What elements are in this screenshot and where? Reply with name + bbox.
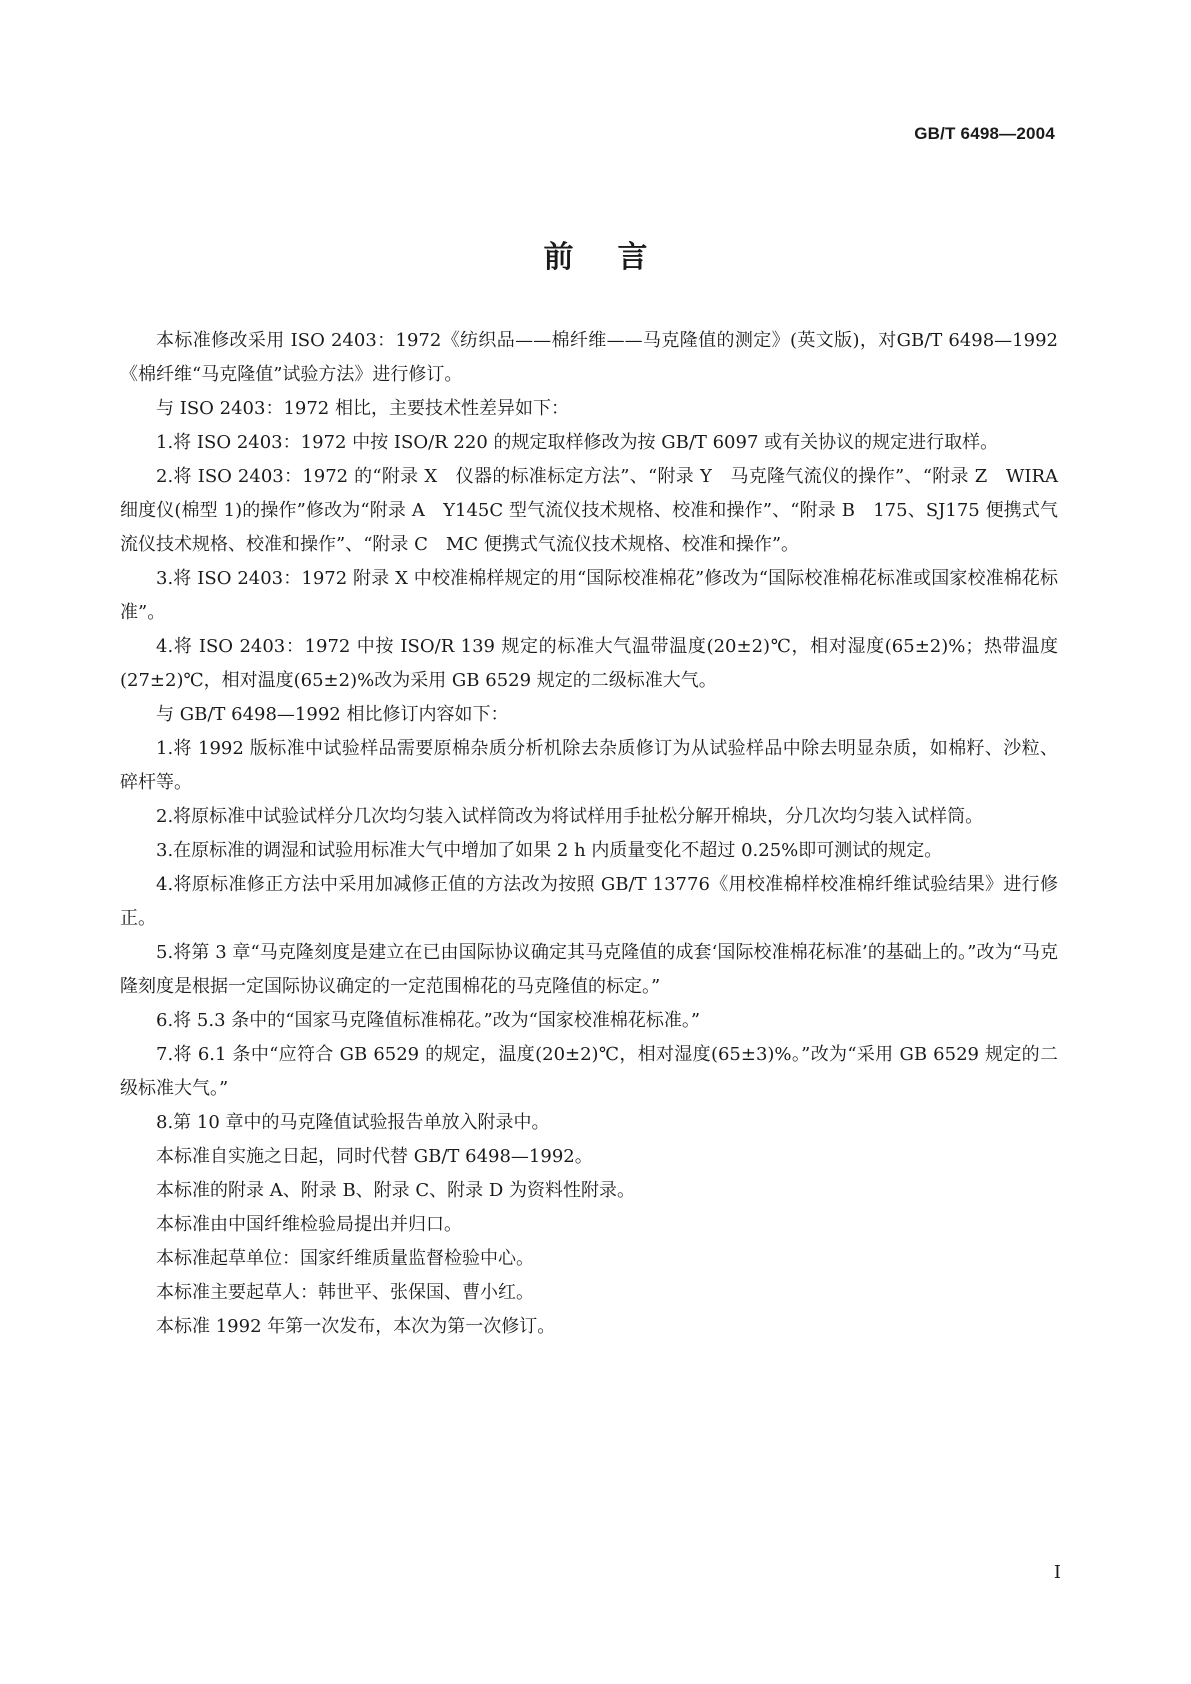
paragraph: 本标准修改采用 ISO 2403：1972《纺织品——棉纤维——马克隆值的测定》(英文版)，对GB/T 6498—1992《棉纤维“马克隆值”试验方法》进行修订。 — [120, 330, 1058, 385]
paragraph: 4.将原标准修正方法中采用加减修正值的方法改为按照 GB/T 13776《用校准棉样校准棉纤维试验结果》进行修正。 — [120, 874, 1058, 929]
page-number: I — [1053, 1562, 1061, 1583]
foreword-body — [120, 324, 1058, 1344]
paragraph: 本标准 1992 年第一次发布，本次为第一次修订。 — [156, 1316, 556, 1337]
paragraph: 与 ISO 2403：1972 相比，主要技术性差异如下： — [156, 398, 569, 419]
paragraph: 1.将 1992 版标准中试验样品需要原棉杂质分析机除去杂质修订为从试验样品中除去明显杂质，如棉籽、沙粒、碎杆等。 — [120, 738, 1058, 793]
page-title: 前言 — [543, 240, 692, 275]
paragraph: 1.将 ISO 2403：1972 中按 ISO/R 220 的规定取样修改为按 GB/T 6097 或有关协议的规定进行取样。 — [156, 432, 999, 453]
paragraph: 本标准自实施之日起，同时代替 GB/T 6498—1992。 — [156, 1146, 593, 1167]
paragraph: 6.将 5.3 条中的“国家马克隆值标准棉花。”改为“国家校准棉花标准。” — [156, 1010, 701, 1031]
paragraph: 与 GB/T 6498—1992 相比修订内容如下： — [156, 704, 509, 725]
paragraph: 8.第 10 章中的马克隆值试验报告单放入附录中。 — [156, 1112, 550, 1133]
paragraph: 5.将第 3 章“马克隆刻度是建立在已由国际协议确定其马克隆值的成套‘国际校准棉花标准’的基础上的。”改为“马克隆刻度是根据一定国际协议确定的一定范围棉花的马克隆值的标定。” — [120, 942, 1058, 997]
paragraph: 2.将原标准中试验试样分几次均匀装入试样筒改为将试样用手扯松分解开棉块，分几次均匀装入试样筒。 — [156, 806, 984, 827]
standard-code: GB/T 6498—2004 — [914, 124, 1055, 143]
paragraph: 3.在原标准的调湿和试验用标准大气中增加了如果 2 h 内质量变化不超过 0.25%即可测试的规定。 — [156, 840, 943, 861]
paragraph: 7.将 6.1 条中“应符合 GB 6529 的规定，温度(20±2)℃，相对湿度(65±3)%。”改为“采用 GB 6529 规定的二级标准大气。” — [120, 1044, 1058, 1099]
paragraph: 本标准的附录 A、附录 B、附录 C、附录 D 为资料性附录。 — [156, 1180, 636, 1201]
paragraph: 本标准主要起草人：韩世平、张保国、曹小红。 — [156, 1282, 534, 1303]
paragraph: 本标准起草单位：国家纤维质量监督检验中心。 — [156, 1248, 534, 1269]
paragraph: 本标准由中国纤维检验局提出并归口。 — [156, 1214, 462, 1235]
paragraph: 2.将 ISO 2403：1972 的“附录 X 仪器的标准标定方法”、“附录 Y 马克隆气流仪的操作”、“附录 Z WIRA 细度仪(棉型 1)的操作”修改为“附录 A Y145C 型气流仪技术规格、校准和操作”、“附录 B 175、SJ175 便携式气流仪技术规格、校准和操作”、“附录 C MC 便携式气流仪技术规格、校准和操作”。 — [120, 466, 1058, 555]
paragraph: 3.将 ISO 2403：1972 附录 X 中校准棉样规定的用“国际校准棉花”修改为“国际校准棉花标准或国家校准棉花标准”。 — [120, 568, 1058, 623]
paragraph: 4.将 ISO 2403：1972 中按 ISO/R 139 规定的标准大气温带温度(20±2)℃，相对湿度(65±2)%；热带温度(27±2)℃，相对温度(65±2)%改为采用 GB 6529 规定的二级标准大气。 — [120, 636, 1058, 691]
